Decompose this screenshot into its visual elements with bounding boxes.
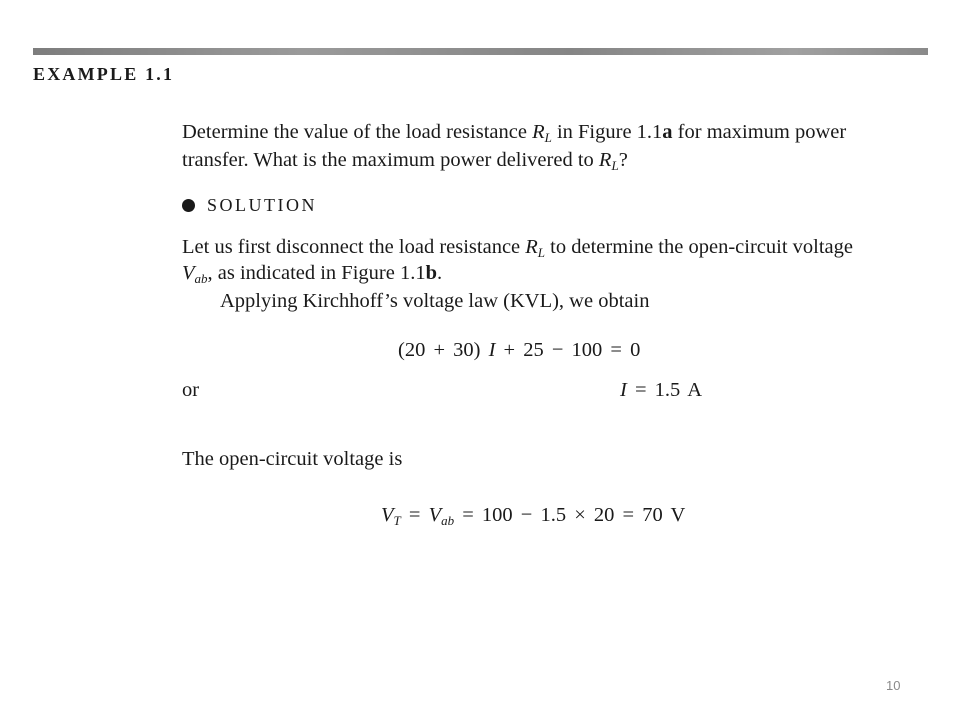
problem-line-1 xyxy=(182,120,846,144)
example-heading: EXAMPLE 1.1 xyxy=(33,64,175,84)
text: in Figure 1.1 xyxy=(551,121,663,143)
text: ? xyxy=(618,149,628,171)
text: = xyxy=(400,504,429,526)
text: Determine the value of the load resistance xyxy=(182,121,533,143)
text: + 25 − 100 = 0 xyxy=(495,339,641,361)
subscript: L xyxy=(537,245,546,260)
text: , as indicated in Figure 1.1 xyxy=(207,262,426,284)
equation-current xyxy=(620,378,702,402)
var: V xyxy=(182,262,195,284)
text: (20 + 30) xyxy=(398,339,489,361)
text: = 100 − 1.5 × 20 = 70 V xyxy=(454,504,686,526)
var: R xyxy=(598,149,612,171)
text: to determine the open-circuit voltage xyxy=(545,236,853,258)
var: R xyxy=(532,121,545,143)
text: a xyxy=(662,121,673,143)
text: = 1.5 A xyxy=(626,379,703,401)
var: V xyxy=(428,504,442,526)
subscript: L xyxy=(611,158,619,173)
bullet-icon xyxy=(182,199,195,212)
solution-line-1 xyxy=(182,235,853,259)
subscript: ab xyxy=(441,513,455,528)
subscript: L xyxy=(544,130,552,145)
or-label: or xyxy=(182,379,200,401)
text: transfer. What is the maximum power delivered to xyxy=(182,149,599,171)
var: V xyxy=(381,504,394,526)
var: I xyxy=(488,339,496,361)
page-number: 10 xyxy=(886,678,901,693)
solution-label: SOLUTION xyxy=(207,195,317,215)
solution-heading xyxy=(182,195,317,216)
var: R xyxy=(525,236,538,258)
solution-line-3: Applying Kirchhoff’s voltage law (KVL), we obtain xyxy=(220,290,650,312)
text: Let us first disconnect the load resistance xyxy=(182,236,526,258)
solution-line-4: The open-circuit voltage is xyxy=(182,448,403,470)
text: for maximum power xyxy=(672,121,847,143)
problem-line-2 xyxy=(182,148,628,172)
text: b xyxy=(425,262,437,284)
header-rule xyxy=(33,48,928,55)
equation-voltage xyxy=(381,503,685,527)
subscript: ab xyxy=(194,271,208,286)
subscript: T xyxy=(393,513,401,528)
var: I xyxy=(620,379,627,401)
text: . xyxy=(437,262,443,284)
solution-line-2 xyxy=(182,261,442,285)
equation-kvl xyxy=(398,338,640,362)
